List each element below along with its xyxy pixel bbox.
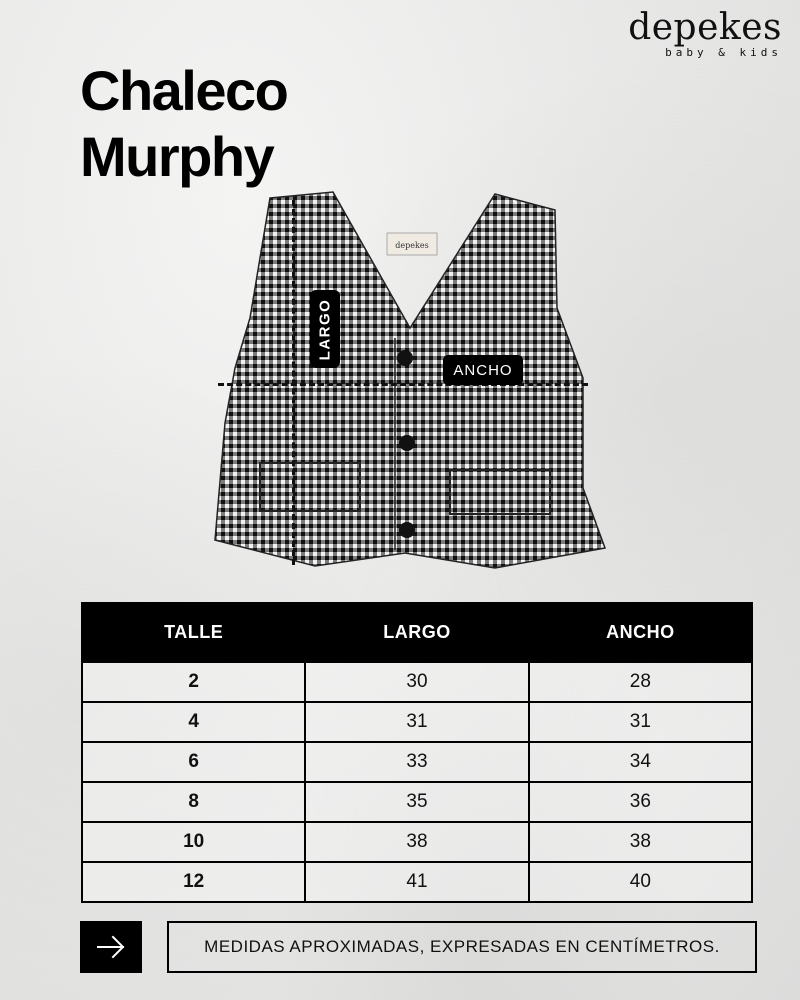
cell-largo: 30 <box>305 662 528 702</box>
table-row <box>82 822 752 862</box>
cell-talle: 2 <box>82 662 305 702</box>
cell-ancho: 38 <box>529 822 752 862</box>
cell-talle: 10 <box>82 822 305 862</box>
cell-largo: 31 <box>305 702 528 742</box>
table-row <box>82 742 752 782</box>
largo-label-text: LARGO <box>316 298 334 360</box>
cell-talle: 4 <box>82 702 305 742</box>
button-2 <box>399 435 415 451</box>
largo-measure-line <box>292 200 295 565</box>
table-row <box>82 702 752 742</box>
cell-ancho: 40 <box>529 862 752 902</box>
brand-logo <box>628 8 782 59</box>
left-pocket <box>260 463 360 511</box>
ancho-measure-line <box>218 383 588 386</box>
table-row <box>82 662 752 702</box>
table-row <box>82 782 752 822</box>
button-3 <box>399 522 415 538</box>
brand-tag-text: depekes <box>395 241 429 250</box>
brand-name: depekes <box>628 7 782 48</box>
cell-largo: 38 <box>305 822 528 862</box>
measurement-note: MEDIDAS APROXIMADAS, EXPRESADAS EN CENTÍMETROS. <box>167 921 757 973</box>
cell-talle: 6 <box>82 742 305 782</box>
ancho-label: ANCHO <box>443 355 523 385</box>
arrow-right-icon <box>80 921 142 973</box>
table-row <box>82 862 752 902</box>
title-line-1: Chaleco <box>80 59 288 122</box>
header-largo: LARGO <box>305 603 528 662</box>
cell-largo: 33 <box>305 742 528 782</box>
cell-ancho: 34 <box>529 742 752 782</box>
brand-tagline: baby & kids <box>665 46 782 59</box>
table-header-row <box>82 603 752 662</box>
size-table <box>81 602 753 903</box>
right-pocket <box>450 470 550 514</box>
largo-label <box>310 290 340 368</box>
title-line-2: Murphy <box>80 125 274 188</box>
button-1 <box>397 350 413 366</box>
cell-ancho: 36 <box>529 782 752 822</box>
header-talle: TALLE <box>82 603 305 662</box>
cell-largo: 35 <box>305 782 528 822</box>
cell-largo: 41 <box>305 862 528 902</box>
cell-talle: 12 <box>82 862 305 902</box>
header-ancho: ANCHO <box>529 603 752 662</box>
cell-talle: 8 <box>82 782 305 822</box>
arrow-right-glyph <box>96 934 126 960</box>
page-title <box>80 58 287 190</box>
cell-ancho: 28 <box>529 662 752 702</box>
cell-ancho: 31 <box>529 702 752 742</box>
